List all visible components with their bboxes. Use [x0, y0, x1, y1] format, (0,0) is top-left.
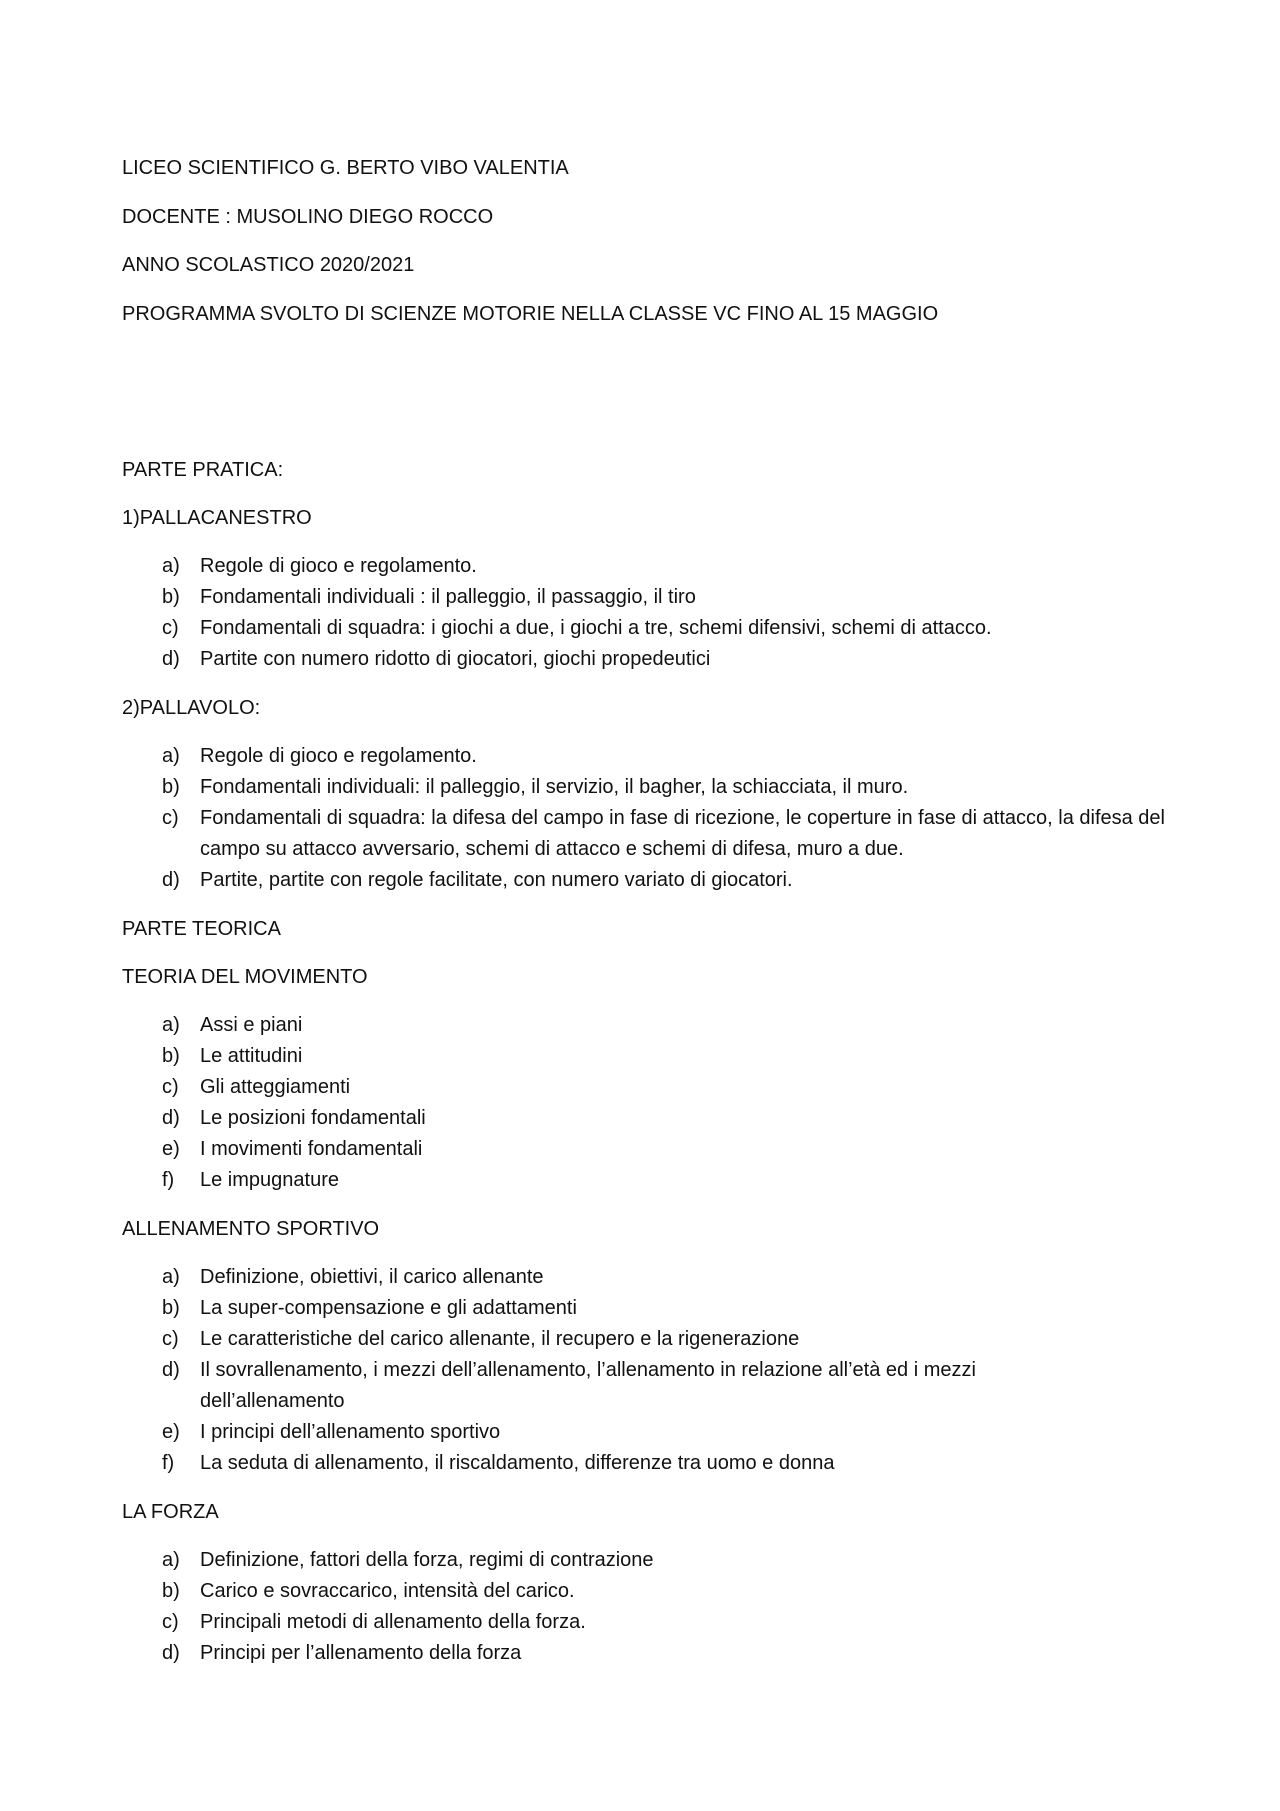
list-item-text: Le impugnature — [200, 1169, 339, 1191]
section-theory-title: PARTE TEORICA — [122, 918, 281, 940]
list-marker: f) — [162, 1169, 175, 1191]
list-item — [122, 1545, 1172, 1576]
list-item-text: Fondamentali di squadra: la difesa del campo in fase di ricezione, le coperture in fase di attacco, la difesa del campo su attacco avversario, schemi di attacco e schemi di difesa, muro a due. — [200, 807, 1165, 860]
list-item — [122, 772, 1172, 803]
list-marker: b) — [162, 1580, 180, 1602]
list-item — [122, 1448, 1172, 1479]
sports-training-list — [122, 1262, 1172, 1479]
list-item-text: I principi dell’allenamento sportivo — [200, 1421, 501, 1443]
list-marker: b) — [162, 1045, 180, 1067]
list-item — [122, 1576, 1172, 1607]
list-marker: d) — [162, 1642, 180, 1664]
list-item — [122, 1324, 1172, 1355]
list-item — [122, 582, 1172, 613]
movement-theory-title: TEORIA DEL MOVIMENTO — [122, 966, 368, 988]
list-item — [122, 613, 1172, 644]
list-marker: d) — [162, 1359, 180, 1381]
list-marker: b) — [162, 776, 180, 798]
list-item-text: Le posizioni fondamentali — [200, 1107, 426, 1129]
basketball-title: 1)PALLACANESTRO — [122, 507, 312, 529]
list-item — [122, 803, 1172, 865]
list-item-text: Principi per l’allenamento della forza — [200, 1642, 522, 1664]
list-item-text: Partite con numero ridotto di giocatori, giochi propedeutici — [200, 648, 711, 670]
list-item — [122, 865, 1172, 896]
list-marker: b) — [162, 1297, 180, 1319]
list-marker: c) — [162, 1611, 179, 1633]
teacher-name: DOCENTE : MUSOLINO DIEGO ROCCO — [122, 205, 494, 228]
list-item-text: La super-compensazione e gli adattamenti — [200, 1297, 577, 1319]
list-marker: a) — [162, 1266, 180, 1288]
list-item — [122, 1010, 1172, 1041]
list-item-text: Definizione, fattori della forza, regimi di contrazione — [200, 1549, 654, 1571]
list-marker: e) — [162, 1421, 180, 1443]
list-item — [122, 1165, 1172, 1196]
list-marker: a) — [162, 1014, 180, 1036]
section-practical-title: PARTE PRATICA: — [122, 459, 284, 481]
volleyball-title: 2)PALLAVOLO: — [122, 697, 261, 719]
list-item-text: Carico e sovraccarico, intensità del carico. — [200, 1580, 575, 1602]
movement-theory-list — [122, 1010, 1172, 1196]
list-item — [122, 1134, 1172, 1165]
program-title: PROGRAMMA SVOLTO DI SCIENZE MOTORIE NELLA CLASSE VC FINO AL 15 MAGGIO — [122, 302, 939, 325]
list-item-text: Il sovrallenamento, i mezzi dell’allenamento, l’allenamento in relazione all’età ed i mezzi dell’allenamento — [200, 1359, 976, 1412]
list-item — [122, 551, 1172, 582]
list-item — [122, 1041, 1172, 1072]
list-item-text: Principali metodi di allenamento della forza. — [200, 1611, 586, 1633]
school-year: ANNO SCOLASTICO 2020/2021 — [122, 254, 415, 276]
list-marker: c) — [162, 1328, 179, 1350]
list-item — [122, 1417, 1172, 1448]
list-marker: d) — [162, 869, 180, 891]
list-item-text: Le caratteristiche del carico allenante, il recupero e la rigenerazione — [200, 1328, 800, 1350]
list-marker: c) — [162, 1076, 179, 1098]
list-marker: d) — [162, 648, 180, 670]
list-item-text: Le attitudini — [200, 1045, 303, 1067]
list-marker: d) — [162, 1107, 180, 1129]
list-item-text: Fondamentali di squadra: i giochi a due, i giochi a tre, schemi difensivi, schemi di attacco. — [200, 617, 992, 639]
school-name: LICEO SCIENTIFICO G. BERTO VIBO VALENTIA — [122, 157, 569, 179]
list-item — [122, 1262, 1172, 1293]
list-item-text: Gli atteggiamenti — [200, 1076, 351, 1098]
basketball-list — [122, 551, 1172, 675]
list-item — [122, 1103, 1172, 1134]
list-item — [122, 1293, 1172, 1324]
list-marker: c) — [162, 807, 179, 829]
list-item-text: Fondamentali individuali: il palleggio, il servizio, il bagher, la schiacciata, il muro. — [200, 776, 909, 798]
list-marker: a) — [162, 745, 180, 767]
list-item-text: La seduta di allenamento, il riscaldamento, differenze tra uomo e donna — [200, 1452, 835, 1474]
list-item-text: Regole di gioco e regolamento. — [200, 745, 477, 767]
list-marker: a) — [162, 1549, 180, 1571]
list-item-text: Definizione, obiettivi, il carico allenante — [200, 1266, 544, 1288]
volleyball-list — [122, 741, 1172, 896]
list-item — [122, 1607, 1172, 1638]
list-marker: a) — [162, 555, 180, 577]
list-marker: f) — [162, 1452, 175, 1474]
list-item-text: Assi e piani — [200, 1014, 303, 1036]
list-item — [122, 644, 1172, 675]
list-item-text: Partite, partite con regole facilitate, con numero variato di giocatori. — [200, 869, 793, 891]
list-item-text: Regole di gioco e regolamento. — [200, 555, 477, 577]
list-item-text: I movimenti fondamentali — [200, 1138, 423, 1160]
list-marker: c) — [162, 617, 179, 639]
list-item — [122, 1638, 1172, 1669]
blank-space — [122, 347, 1172, 455]
sports-training-title: ALLENAMENTO SPORTIVO — [122, 1218, 380, 1240]
list-item — [122, 741, 1172, 772]
list-marker: e) — [162, 1138, 180, 1160]
list-marker: b) — [162, 586, 180, 608]
list-item — [122, 1072, 1172, 1103]
list-item — [122, 1355, 1172, 1417]
list-item-text: Fondamentali individuali : il palleggio, il passaggio, il tiro — [200, 586, 696, 608]
strength-list — [122, 1545, 1172, 1669]
strength-title: LA FORZA — [122, 1501, 219, 1523]
document-body — [122, 153, 1172, 1687]
